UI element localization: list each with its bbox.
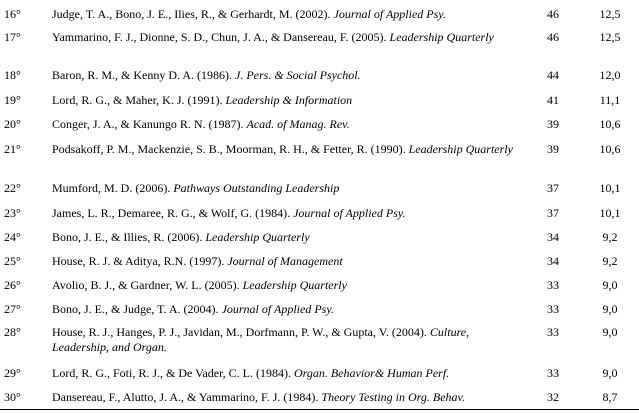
reference-cell xyxy=(52,366,522,381)
reference-authors: House, R. J. & Aditya, R.N. (1997). xyxy=(52,254,228,268)
reference-authors: Lord, R. G., & Maher, K. J. (1991). xyxy=(52,93,226,107)
reference-source: J. Pers. & Social Psychol. xyxy=(235,68,361,82)
reference-source: Leadership Quarterly xyxy=(389,30,494,44)
rank-cell: 24° xyxy=(4,230,21,244)
percent-cell: 10,1 xyxy=(599,206,621,220)
percent-cell: 12,0 xyxy=(599,68,621,82)
percent-cell: 9,2 xyxy=(602,230,618,244)
reference-cell xyxy=(52,30,522,45)
reference-cell xyxy=(52,181,522,196)
rank-cell: 21° xyxy=(4,142,21,156)
rank-cell: 29° xyxy=(4,366,21,380)
percent-cell: 8,7 xyxy=(602,390,618,404)
reference-cell xyxy=(52,254,522,269)
reference-cell xyxy=(52,117,522,132)
rank-cell: 27° xyxy=(4,302,21,316)
reference-authors: Judge, T. A., Bono, J. E., Ilies, R., & Gerhardt, M. (2002). xyxy=(52,7,334,21)
reference-authors: Dansereau, F., Alutto, J. A., & Yammarino, F. J. (1984). xyxy=(52,390,322,404)
reference-source: Theory Testing in Org. Behav. xyxy=(321,390,465,404)
percent-cell: 9,0 xyxy=(602,325,618,339)
rank-cell: 28° xyxy=(4,325,21,339)
citations-cell: 46 xyxy=(547,7,559,21)
reference-authors: Bono, J. E., & Illies, R. (2006). xyxy=(52,230,206,244)
reference-cell xyxy=(52,93,522,108)
table-bottom-rule xyxy=(0,409,639,410)
reference-cell xyxy=(52,206,522,221)
rank-cell: 18° xyxy=(4,68,21,82)
reference-cell xyxy=(52,278,522,293)
reference-authors: House, R. J., Hanges, P. J., Javidan, M., Dorfmann, P. W., & Gupta, V. (2004). xyxy=(52,325,430,339)
rank-cell: 30° xyxy=(4,390,21,404)
rank-cell: 16° xyxy=(4,7,21,21)
reference-authors: James, L. R., Demaree, R. G., & Wolf, G. (1984). xyxy=(52,206,294,220)
percent-cell: 10,6 xyxy=(599,117,621,131)
reference-authors: Lord, R. G., Foti, R. J., & De Vader, C. L. (1984). xyxy=(52,366,294,380)
reference-source: Journal of Management xyxy=(227,254,343,268)
reference-source: Culture, Leadership, and Organ. xyxy=(52,325,470,354)
percent-cell: 10,6 xyxy=(599,142,621,156)
citations-cell: 39 xyxy=(547,117,559,131)
citations-cell: 33 xyxy=(547,366,559,380)
citations-cell: 41 xyxy=(547,93,559,107)
percent-cell: 9,0 xyxy=(602,366,618,380)
reference-authors: Mumford, M. D. (2006). xyxy=(52,181,174,195)
percent-cell: 12,5 xyxy=(599,7,621,21)
reference-cell xyxy=(52,230,522,245)
rank-cell: 23° xyxy=(4,206,21,220)
reference-source: Pathways Outstanding Leadership xyxy=(173,181,340,195)
percent-cell: 9,0 xyxy=(602,278,618,292)
rank-cell: 25° xyxy=(4,254,21,268)
rank-cell: 17° xyxy=(4,30,21,44)
citations-cell: 39 xyxy=(547,142,559,156)
reference-cell xyxy=(52,7,522,22)
percent-cell: 9,2 xyxy=(602,254,618,268)
citations-cell: 33 xyxy=(547,302,559,316)
citations-cell: 32 xyxy=(547,390,559,404)
rank-cell: 22° xyxy=(4,181,21,195)
rank-cell: 19° xyxy=(4,93,21,107)
reference-source: Leadership & Information xyxy=(225,93,353,107)
reference-source: Journal of Applied Psy. xyxy=(293,206,406,220)
citations-cell: 34 xyxy=(547,230,559,244)
reference-authors: Yammarino, F. J., Dionne, S. D., Chun, J. A., & Dansereau, F. (2005). xyxy=(52,30,390,44)
reference-cell xyxy=(52,142,522,157)
percent-cell: 11,1 xyxy=(599,93,621,107)
reference-authors: Baron, R. M., & Kenny D. A. (1986). xyxy=(52,68,235,82)
reference-source: Leadership Quarterly xyxy=(205,230,310,244)
reference-authors: Bono, J. E., & Judge, T. A. (2004). xyxy=(52,302,222,316)
citations-cell: 37 xyxy=(547,181,559,195)
citations-cell: 46 xyxy=(547,30,559,44)
reference-source: Journal of Applied Psy. xyxy=(333,7,446,21)
percent-cell: 12,5 xyxy=(599,30,621,44)
percent-cell: 9,0 xyxy=(602,302,618,316)
citations-cell: 34 xyxy=(547,254,559,268)
rank-cell: 20° xyxy=(4,117,21,131)
reference-source: Acad. of Manag. Rev. xyxy=(246,117,350,131)
citations-cell: 33 xyxy=(547,278,559,292)
citations-cell: 44 xyxy=(547,68,559,82)
citations-cell: 37 xyxy=(547,206,559,220)
reference-authors: Avolio, B. J., & Gardner, W. L. (2005). xyxy=(52,278,243,292)
citations-cell: 33 xyxy=(547,325,559,339)
reference-authors: Podsakoff, P. M., Mackenzie, S. B., Moorman, R. H., & Fetter, R. (1990). xyxy=(52,142,409,156)
reference-cell xyxy=(52,68,522,83)
reference-source: Journal of Applied Psy. xyxy=(221,302,334,316)
reference-cell xyxy=(52,325,522,355)
reference-source: Organ. Behavior& Human Perf. xyxy=(293,366,450,380)
reference-source: Leadership Quarterly xyxy=(408,142,513,156)
reference-authors: Conger, J. A., & Kanungo R. N. (1987). xyxy=(52,117,247,131)
reference-cell xyxy=(52,302,522,317)
percent-cell: 10,1 xyxy=(599,181,621,195)
reference-source: Leadership Quarterly xyxy=(242,278,347,292)
rank-cell: 26° xyxy=(4,278,21,292)
reference-cell xyxy=(52,390,522,405)
